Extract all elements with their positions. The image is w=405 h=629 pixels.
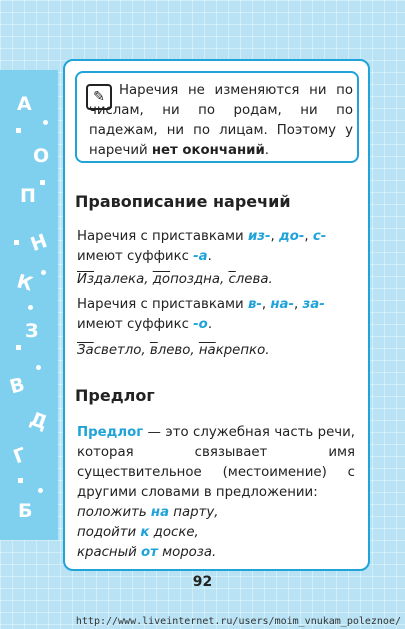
preposition-examples: положить на парту, подойти к доске, красный от мороза. bbox=[77, 505, 219, 560]
rule-text: Наречия не изменяются ни по числам, ни по родам, ни по падежам, ни по лицам. Поэтому у наречий нет окончаний. bbox=[89, 83, 353, 158]
rule-box bbox=[75, 71, 359, 163]
side-letter: Г bbox=[10, 443, 30, 469]
side-letter: В bbox=[7, 373, 28, 399]
spelling-examples-2: Засветло, влево, накрепко. bbox=[77, 343, 270, 358]
decor-dot bbox=[43, 120, 48, 125]
spelling-rule-2: Наречия с приставками в-, на-, за- имеют суффикс -о. bbox=[77, 297, 325, 332]
section-title-spelling: Правописание наречий bbox=[75, 192, 291, 211]
side-letter: Н bbox=[27, 229, 51, 257]
decor-dot bbox=[38, 488, 43, 493]
decor-square bbox=[18, 478, 23, 483]
section-title-preposition: Предлог bbox=[75, 386, 155, 405]
page-number: 92 bbox=[192, 574, 213, 590]
decor-dot bbox=[36, 365, 41, 370]
decor-dot bbox=[41, 270, 46, 275]
side-letter: Б bbox=[18, 500, 33, 522]
side-letter: П bbox=[20, 185, 36, 207]
decor-square bbox=[40, 180, 45, 185]
side-letter: Д bbox=[26, 407, 51, 435]
preposition-definition: Предлог — это служебная часть речи, которая связывает имя существительное (местоимение) с другими словами в предложении: bbox=[77, 425, 355, 500]
decor-dot bbox=[28, 305, 33, 310]
pencil-note-icon: ✎ bbox=[86, 84, 112, 110]
decor-square bbox=[16, 345, 21, 350]
decor-square bbox=[16, 128, 21, 133]
decor-square bbox=[14, 240, 19, 245]
watermark-url: http://www.liveinternet.ru/users/moim_vnukam_poleznoe/ bbox=[75, 616, 401, 627]
side-letter: О bbox=[33, 145, 50, 167]
side-letter: К bbox=[14, 270, 36, 296]
side-letter: З bbox=[25, 320, 39, 342]
spelling-examples-1: Издалека, допоздна, слева. bbox=[77, 272, 273, 287]
spelling-rule-1: Наречия с приставками из-, до-, с- имеют суффикс -а. bbox=[77, 229, 327, 264]
side-letter: А bbox=[17, 93, 32, 115]
rules-card bbox=[63, 59, 370, 571]
